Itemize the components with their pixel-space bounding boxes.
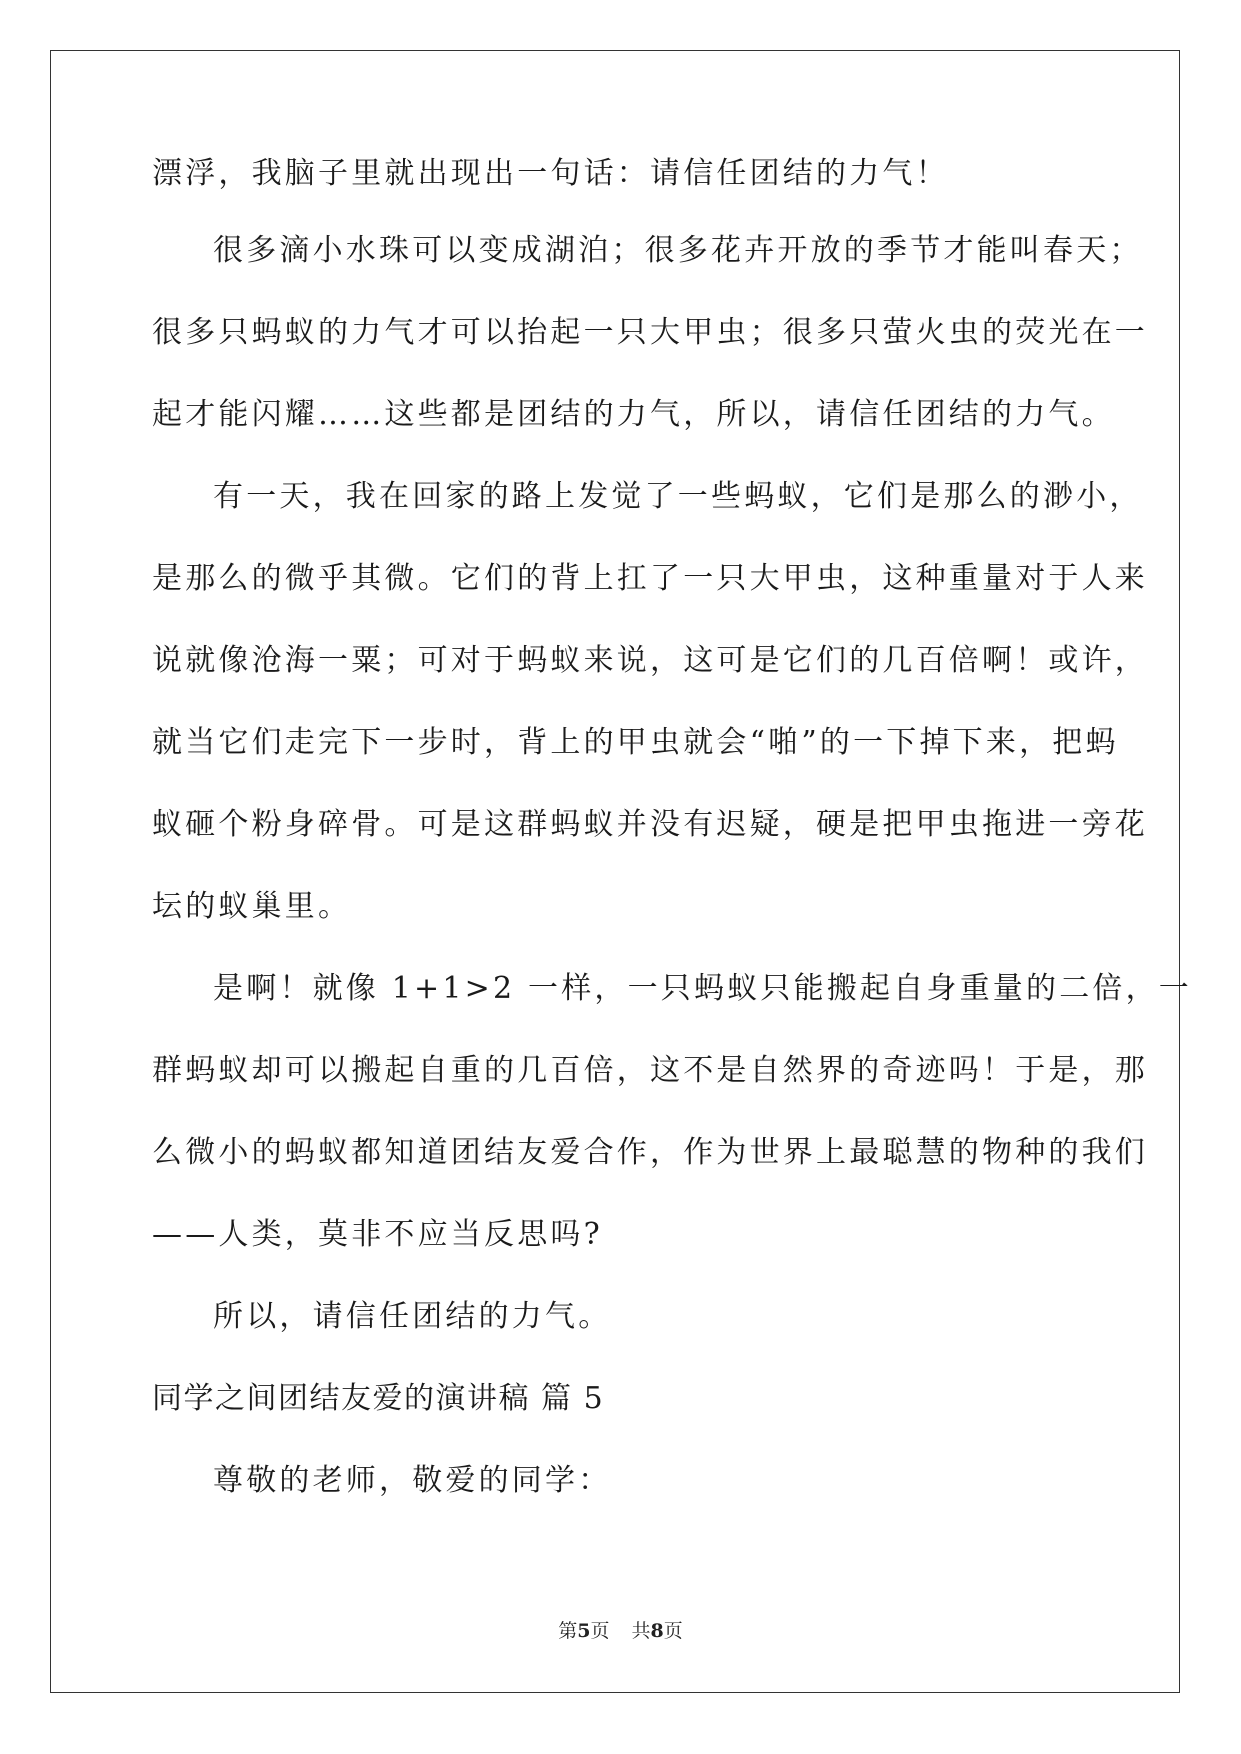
text-line: 是那么的微乎其微。它们的背上扛了一只大甲虫，这种重量对于人来 — [152, 561, 1148, 596]
text-line: 么微小的蚂蚁都知道团结友爱合作，作为世界上最聪慧的物种的我们 — [152, 1135, 1148, 1170]
text-line: 群蚂蚁却可以搬起自重的几百倍，这不是自然界的奇迹吗！于是，那 — [152, 1053, 1148, 1088]
text-line: 说就像沧海一粟；可对于蚂蚁来说，这可是它们的几百倍啊！或许， — [152, 643, 1148, 678]
text-line: 蚁砸个粉身碎骨。可是这群蚂蚁并没有迟疑，硬是把甲虫拖进一旁花 — [152, 807, 1148, 842]
document-body — [152, 156, 1193, 1522]
footer-page-unit: 页 — [590, 1620, 610, 1642]
text-line: ——人类，莫非不应当反思吗? — [152, 1217, 603, 1252]
text-line: 很多滴小水珠可以变成湖泊；很多花卉开放的季节才能叫春天； — [213, 233, 1143, 268]
text-line: 是啊！就像 1+1>2 一样，一只蚂蚁只能搬起自身重量的二倍，一 — [213, 971, 1193, 1006]
text-line: 很多只蚂蚁的力气才可以抬起一只大甲虫；很多只萤火虫的荧光在一 — [152, 315, 1148, 350]
text-line: 有一天，我在回家的路上发觉了一些蚂蚁，它们是那么的渺小， — [213, 479, 1143, 514]
footer-total-pages: 8 — [650, 1620, 664, 1642]
text-line: 起才能闪耀……这些都是团结的力气，所以，请信任团结的力气。 — [152, 397, 1115, 432]
footer-page-number: 5 — [577, 1620, 591, 1642]
text-line: 尊敬的老师，敬爱的同学： — [213, 1463, 612, 1498]
footer-total-unit: 页 — [663, 1620, 683, 1642]
section-heading: 同学之间团结友爱的演讲稿 篇 5 — [152, 1381, 605, 1416]
footer-prefix: 第 — [558, 1620, 578, 1642]
text-line: 坛的蚁巢里。 — [152, 889, 352, 924]
text-line: 就当它们走完下一步时，背上的甲虫就会“啪”的一下掉下来，把蚂 — [152, 725, 1119, 760]
text-line: 漂浮，我脑子里就出现出一句话：请信任团结的力气！ — [152, 156, 949, 191]
text-line: 所以，请信任团结的力气。 — [213, 1299, 612, 1334]
page-footer — [0, 1616, 1241, 1643]
footer-total-prefix: 共 — [631, 1620, 651, 1642]
